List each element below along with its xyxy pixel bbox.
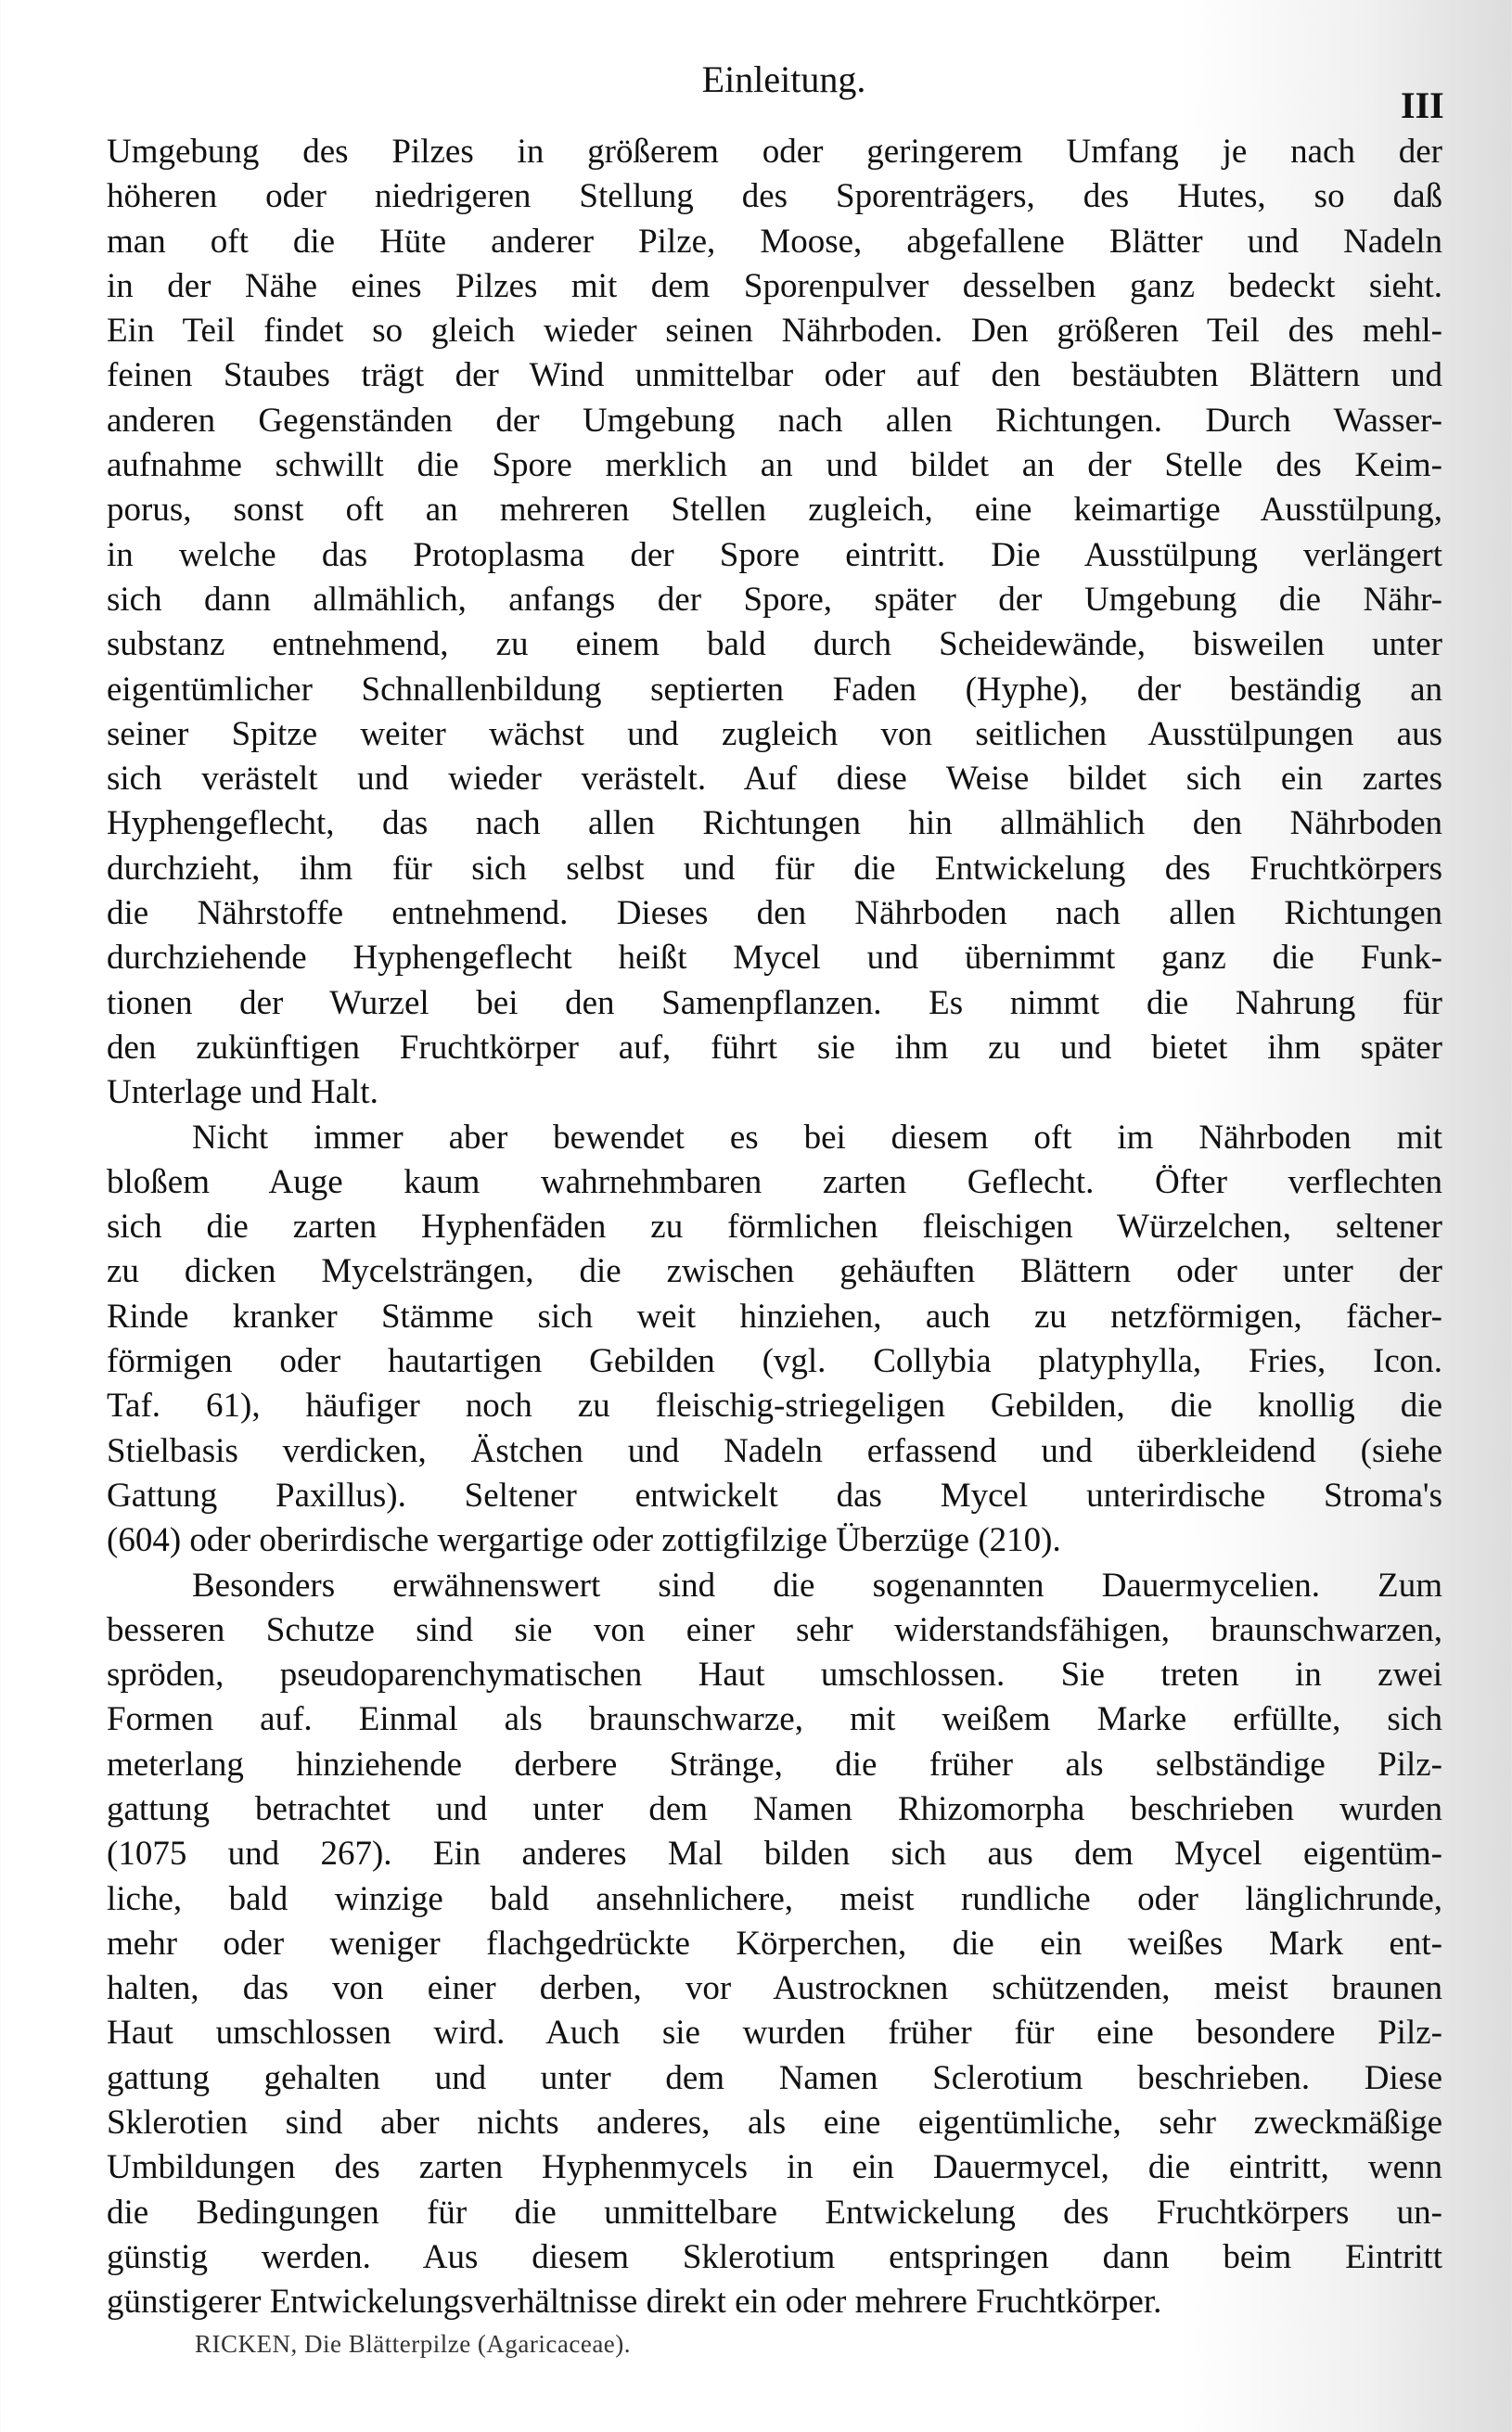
page-number: III [1401,84,1444,126]
text-line: Nicht immer aber bewendet es bei diesem oft im Nährboden mit [192,1118,1442,1157]
text-line: durchziehende Hyphengeflecht heißt Mycel und übernimmt ganz die Funk- [107,939,1442,978]
text-line: förmigen oder hautartigen Gebilden (vgl. Collybia platyphylla, Fries, Icon. [107,1342,1442,1381]
text-line: man oft die Hüte anderer Pilze, Moose, abgefallene Blätter und Nadeln [107,222,1442,261]
text-line: aufnahme schwillt die Spore merklich an und bildet an der Stelle des Keim- [107,446,1442,485]
text-line: sich verästelt und wieder verästelt. Auf diese Weise bildet sich ein zartes [107,760,1442,799]
text-line: liche, bald winzige bald ansehnlichere, meist rundliche oder länglichrunde, [107,1879,1442,1918]
text-line: (604) oder oberirdische wergartige oder zottigfilzige Überzüge (210). [107,1521,1061,1560]
text-line: die Nährstoffe entnehmend. Dieses den Nährboden nach allen Richtungen [107,894,1442,933]
text-line: Ein Teil findet so gleich wieder seinen Nährboden. Den größeren Teil des mehl- [107,312,1442,351]
text-line: mehr oder weniger flachgedrückte Körperchen, die ein weißes Mark ent- [107,1924,1442,1963]
text-line: substanz entnehmend, zu einem bald durch Scheidewände, bisweilen unter [107,625,1442,664]
running-header: Einleitung. [701,58,866,100]
text-line: Rinde kranker Stämme sich weit hinziehen, auch zu netzförmigen, fächer- [107,1297,1442,1336]
text-line: zu dicken Mycelsträngen, die zwischen gehäuften Blättern oder unter der [107,1252,1442,1291]
text-line: Taf. 61), häufiger noch zu fleischig-striegeligen Gebilden, die knollig die [107,1387,1442,1426]
text-line: günstigerer Entwickelungsverhältnisse direkt ein oder mehrere Fruchtkörper. [107,2283,1162,2322]
text-line: bloßem Auge kaum wahrnehmbaren zarten Geflecht. Öfter verflechten [107,1162,1442,1201]
body-text [107,130,1442,2325]
text-line: in der Nähe eines Pilzes mit dem Sporenpulver desselben ganz bedeckt sieht. [107,266,1442,305]
text-line: Gattung Paxillus). Seltener entwickelt das Mycel unterirdische Stroma's [107,1476,1442,1515]
text-line: Umgebung des Pilzes in größerem oder geringerem Umfang je nach der [107,133,1442,171]
text-line: den zukünftigen Fruchtkörper auf, führt sie ihm zu und bietet ihm später [107,1028,1442,1067]
footer-signature: RICKEN, Die Blätterpilze (Agaricaceae). [195,2330,632,2358]
text-line: Unterlage und Halt. [107,1073,378,1112]
text-line: (1075 und 267). Ein anderes Mal bilden sich aus dem Mycel eigentüm- [107,1835,1442,1874]
text-line: seiner Spitze weiter wächst und zugleich von seitlichen Ausstülpungen aus [107,714,1442,753]
text-line: feinen Staubes trägt der Wind unmittelbar oder auf den bestäubten Blättern und [107,356,1442,395]
text-line: besseren Schutze sind sie von einer sehr widerstandsfähigen, braunschwarzen, [107,1610,1442,1649]
text-line: spröden, pseudoparenchymatischen Haut umschlossen. Sie treten in zwei [107,1656,1442,1695]
text-line: eigentümlicher Schnallenbildung septierten Faden (Hyphe), der beständig an [107,670,1442,709]
text-line: gattung betrachtet und unter dem Namen Rhizomorpha beschrieben wurden [107,1789,1442,1828]
text-line: günstig werden. Aus diesem Sklerotium entspringen dann beim Eintritt [107,2237,1442,2276]
text-line: porus, sonst oft an mehreren Stellen zugleich, eine keimartige Ausstülpung, [107,491,1442,530]
text-line: halten, das von einer derben, vor Austrocknen schützenden, meist braunen [107,1969,1442,2008]
text-line: anderen Gegenständen der Umgebung nach allen Richtungen. Durch Wasser- [107,401,1442,440]
text-line: meterlang hinziehende derbere Stränge, die früher als selbständige Pilz- [107,1745,1442,1784]
text-line: Haut umschlossen wird. Auch sie wurden früher für eine besondere Pilz- [107,2014,1442,2053]
text-line: Formen auf. Einmal als braunschwarze, mit weißem Marke erfüllte, sich [107,1700,1442,1739]
text-line: Umbildungen des zarten Hyphenmycels in ein Dauermycel, die eintritt, wenn [107,2148,1442,2187]
text-line: Stielbasis verdicken, Ästchen und Nadeln erfassend und überkleidend (siehe [107,1431,1442,1470]
text-line: Sklerotien sind aber nichts anderes, als eine eigentümliche, sehr zweckmäßige [107,2104,1442,2143]
text-line: gattung gehalten und unter dem Namen Sclerotium beschrieben. Diese [107,2058,1442,2097]
text-line: tionen der Wurzel bei den Samenpflanzen. Es nimmt die Nahrung für [107,983,1442,1022]
text-line: sich dann allmählich, anfangs der Spore, später der Umgebung die Nähr- [107,580,1442,619]
text-line: höheren oder niedrigeren Stellung des Sporenträgers, des Hutes, so daß [107,177,1442,216]
text-line: in welche das Protoplasma der Spore eintritt. Die Ausstülpung verlängert [107,535,1442,574]
text-line: Hyphengeflecht, das nach allen Richtungen hin allmählich den Nährboden [107,804,1442,843]
text-line: die Bedingungen für die unmittelbare Entwickelung des Fruchtkörpers un- [107,2193,1442,2232]
text-line: sich die zarten Hyphenfäden zu förmlichen fleischigen Würzelchen, seltener [107,1208,1442,1247]
text-line: Besonders erwähnenswert sind die sogenannten Dauermycelien. Zum [192,1566,1442,1605]
text-line: durchzieht, ihm für sich selbst und für die Entwickelung des Fruchtkörpers [107,849,1442,888]
